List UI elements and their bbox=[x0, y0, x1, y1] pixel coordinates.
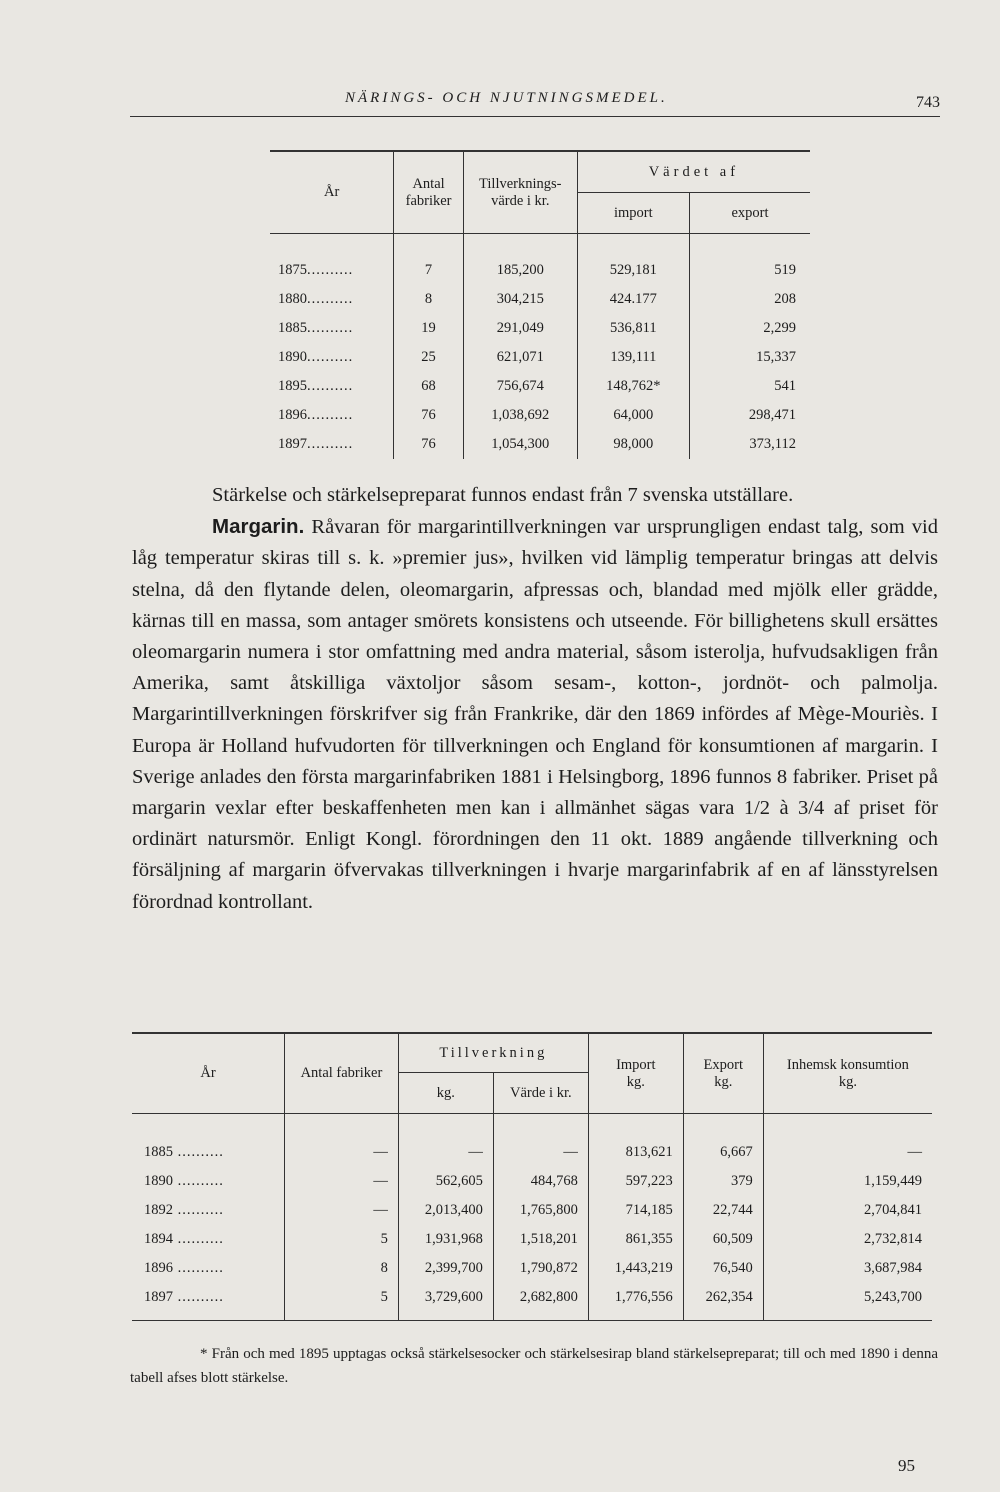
table-row bbox=[132, 1196, 932, 1225]
table-row bbox=[270, 430, 810, 459]
year-value: 1892 bbox=[144, 1202, 173, 1218]
kg-cell: 3,729,600 bbox=[398, 1283, 493, 1321]
year-cell bbox=[132, 1283, 285, 1321]
consumption-cell: 1,159,449 bbox=[864, 1173, 922, 1189]
t2-header-value: Värde i kr. bbox=[493, 1073, 588, 1114]
factories-cell: 5 bbox=[285, 1283, 399, 1321]
export-cell: 519 bbox=[774, 262, 796, 278]
import-cell: 714,185 bbox=[588, 1196, 683, 1225]
year-value: 1895 bbox=[278, 378, 307, 394]
t2-header-kg: kg. bbox=[398, 1073, 493, 1114]
consumption-cell: — bbox=[907, 1144, 922, 1160]
import-cell: 139,111 bbox=[577, 343, 689, 372]
export-cell: 60,509 bbox=[683, 1225, 763, 1254]
sheet-number: 95 bbox=[898, 1456, 915, 1475]
t2-export-unit: kg. bbox=[714, 1073, 733, 1090]
import-cell: 536,811 bbox=[577, 314, 689, 343]
page-header bbox=[130, 86, 940, 117]
margarine-heading: Margarin. bbox=[212, 515, 305, 539]
year-value: 1875 bbox=[278, 262, 307, 278]
consumption-cell: 2,732,814 bbox=[864, 1231, 922, 1247]
export-cell: 379 bbox=[683, 1167, 763, 1196]
value-cell: 1,054,300 bbox=[463, 430, 577, 459]
t2-header-year: År bbox=[132, 1033, 285, 1114]
factories-cell: — bbox=[285, 1196, 399, 1225]
table-row bbox=[132, 1225, 932, 1254]
value-cell: 2,682,800 bbox=[493, 1283, 588, 1321]
factories-cell: 7 bbox=[394, 234, 463, 286]
factories-cell: 5 bbox=[285, 1225, 399, 1254]
leader-dots: .......... bbox=[307, 349, 354, 365]
export-cell: 76,540 bbox=[683, 1254, 763, 1283]
leader-dots: .......... bbox=[173, 1144, 224, 1160]
export-cell: 298,471 bbox=[748, 407, 796, 423]
paragraph-margarine bbox=[132, 511, 938, 918]
paragraph-starch: Stärkelse och stärkelsepreparat funnos endast från 7 svenska utställare. bbox=[212, 484, 794, 506]
kg-cell: 1,931,968 bbox=[398, 1225, 493, 1254]
page-number: 743 bbox=[916, 94, 940, 111]
running-title: NÄRINGS- OCH NJUTNINGSMEDEL. bbox=[345, 90, 668, 106]
leader-dots: .......... bbox=[307, 320, 354, 336]
year-value: 1885 bbox=[278, 320, 307, 336]
t1-header-export: export bbox=[689, 193, 810, 234]
table-row bbox=[270, 234, 810, 286]
table-row bbox=[270, 314, 810, 343]
t2-import-unit: kg. bbox=[626, 1073, 645, 1090]
value-cell: 756,674 bbox=[463, 372, 577, 401]
export-cell: 208 bbox=[774, 291, 796, 307]
value-cell: 291,049 bbox=[463, 314, 577, 343]
fraction-half: 1/2 bbox=[743, 797, 771, 820]
import-cell: 529,181 bbox=[577, 234, 689, 286]
export-cell: 15,337 bbox=[756, 349, 796, 365]
factories-cell: 25 bbox=[394, 343, 463, 372]
leader-dots: .......... bbox=[173, 1260, 224, 1276]
t1-header-import: import bbox=[577, 193, 689, 234]
import-cell: 1,776,556 bbox=[588, 1283, 683, 1321]
year-cell bbox=[132, 1114, 285, 1168]
year-cell bbox=[132, 1196, 285, 1225]
import-cell: 424.177 bbox=[577, 285, 689, 314]
value-cell: 1,765,800 bbox=[493, 1196, 588, 1225]
year-cell bbox=[270, 372, 394, 401]
t2-header-factories: Antal fabriker bbox=[285, 1033, 399, 1114]
margarine-text-c: af priset för ordinärt natursmör. Enligt Kongl. förordningen den 11 okt. 1889 angående tillverkning och försäljning af margarin öfvervakas tillverkningen i hvarje margarinfabrik af en af länsstyrelsen förordnad kontrollant. bbox=[132, 797, 939, 913]
leader-dots: .......... bbox=[173, 1231, 224, 1247]
factories-cell: — bbox=[285, 1167, 399, 1196]
year-value: 1894 bbox=[144, 1231, 173, 1247]
factories-cell: 76 bbox=[394, 401, 463, 430]
footnote bbox=[130, 1342, 938, 1390]
year-value: 1896 bbox=[278, 407, 307, 423]
leader-dots: .......... bbox=[307, 436, 354, 452]
year-value: 1897 bbox=[144, 1289, 173, 1305]
margarine-text-a: Råvaran för margarintillverkningen var ursprungligen endast talg, som vid låg temperatur skiras till s. k. »premier jus», hvilken vid lämplig temperatur bringas att delvis stelna, då den flytande delen, oleomargarin, afpressas och, blandad med mjölk eller grädde, kärnas till en massa, som antager smörets konsistens och utseende. För billighetens skull ersättes oleomargarin numera i stor omfattning med andra material, såsom isterolja, hufvudsakligen från Amerika, samt åtskilliga växtoljor såsom sesam-, kotton-, jordnöt- och palmolja. Margarintillverkningen förskrifver sig från Frankrike, där den 1869 infördes af Mège-Mouriès. I Europa är Holland hufvudorten för tillverkningen och England för konsumtionen af margarin. I Sverige anlades den första margarinfabriken 1881 i Helsingborg, 1896 funnos 8 fabriker. Priset på margarin vexlar efter beskaffenheten men kan i allmänhet sägas vara bbox=[132, 516, 938, 820]
value-cell: 185,200 bbox=[463, 234, 577, 286]
value-cell: 1,790,872 bbox=[493, 1254, 588, 1283]
import-cell: 98,000 bbox=[577, 430, 689, 459]
consumption-cell: 2,704,841 bbox=[864, 1202, 922, 1218]
factories-cell: 19 bbox=[394, 314, 463, 343]
table-row bbox=[132, 1254, 932, 1283]
value-cell: 1,038,692 bbox=[463, 401, 577, 430]
export-cell: 6,667 bbox=[683, 1114, 763, 1168]
year-cell bbox=[132, 1225, 285, 1254]
leader-dots: .......... bbox=[307, 291, 354, 307]
leader-dots: .......... bbox=[173, 1289, 224, 1305]
leader-dots: .......... bbox=[173, 1202, 224, 1218]
leader-dots: .......... bbox=[307, 407, 354, 423]
export-cell: 22,744 bbox=[683, 1196, 763, 1225]
year-value: 1897 bbox=[278, 436, 307, 452]
export-cell: 2,299 bbox=[763, 320, 796, 336]
year-cell bbox=[270, 343, 394, 372]
t2-export-label: Export bbox=[703, 1056, 744, 1073]
kg-cell: 562,605 bbox=[398, 1167, 493, 1196]
consumption-cell: 5,243,700 bbox=[763, 1283, 932, 1321]
t2-header-import bbox=[588, 1033, 683, 1114]
body-text bbox=[132, 480, 938, 918]
fraction-three-quarters: 3/4 bbox=[798, 797, 825, 820]
factories-cell: 68 bbox=[394, 372, 463, 401]
year-value: 1890 bbox=[144, 1173, 173, 1189]
year-cell bbox=[270, 314, 394, 343]
year-value: 1890 bbox=[278, 349, 307, 365]
margarine-text-b: à bbox=[770, 797, 799, 820]
import-cell: 813,621 bbox=[588, 1114, 683, 1168]
t1-header-production-value: Tillverknings-värde i kr. bbox=[463, 151, 577, 234]
table-row bbox=[132, 1114, 932, 1168]
import-cell: 64,000 bbox=[577, 401, 689, 430]
footnote-text: * Från och med 1895 upptagas också stärkelsesocker och stärkelsesirap bland stärkelsepreparat; till och med 1890 i denna tabell afses blott stärkelse. bbox=[130, 1346, 938, 1386]
value-cell: 484,768 bbox=[493, 1167, 588, 1196]
year-cell bbox=[132, 1167, 285, 1196]
table-row bbox=[270, 401, 810, 430]
factories-cell: 8 bbox=[394, 285, 463, 314]
table-row bbox=[132, 1283, 932, 1321]
year-value: 1885 bbox=[144, 1144, 173, 1160]
table-row bbox=[270, 372, 810, 401]
starch-table bbox=[270, 150, 810, 459]
import-cell: 148,762* bbox=[577, 372, 689, 401]
margarine-table bbox=[132, 1032, 932, 1321]
year-value: 1880 bbox=[278, 291, 307, 307]
year-cell bbox=[132, 1254, 285, 1283]
value-cell: 1,518,201 bbox=[493, 1225, 588, 1254]
t2-header-consumption bbox=[763, 1033, 932, 1114]
export-cell: 541 bbox=[774, 378, 796, 394]
year-cell bbox=[270, 401, 394, 430]
year-cell bbox=[270, 430, 394, 459]
table-row bbox=[270, 343, 810, 372]
export-cell: 262,354 bbox=[683, 1283, 763, 1321]
t2-consumption-unit: kg. bbox=[838, 1073, 857, 1090]
t1-header-value-group: Värdet af bbox=[577, 151, 810, 193]
year-cell bbox=[270, 285, 394, 314]
table-row bbox=[270, 285, 810, 314]
kg-cell: 2,013,400 bbox=[398, 1196, 493, 1225]
value-cell: 621,071 bbox=[463, 343, 577, 372]
import-cell: 597,223 bbox=[588, 1167, 683, 1196]
leader-dots: .......... bbox=[307, 262, 354, 278]
t1-header-factories: Antal fabriker bbox=[394, 151, 463, 234]
t2-header-export bbox=[683, 1033, 763, 1114]
consumption-cell: 3,687,984 bbox=[864, 1260, 922, 1276]
t2-consumption-label: Inhemsk konsumtion bbox=[786, 1056, 909, 1073]
leader-dots: .......... bbox=[307, 378, 354, 394]
t2-import-label: Import bbox=[616, 1056, 656, 1073]
value-cell: — bbox=[493, 1114, 588, 1168]
value-cell: 304,215 bbox=[463, 285, 577, 314]
leader-dots: .......... bbox=[173, 1173, 224, 1189]
import-cell: 861,355 bbox=[588, 1225, 683, 1254]
t2-header-production-group: Tillverkning bbox=[398, 1033, 588, 1073]
import-cell: 1,443,219 bbox=[588, 1254, 683, 1283]
factories-cell: 8 bbox=[285, 1254, 399, 1283]
factories-cell: 76 bbox=[394, 430, 463, 459]
year-cell bbox=[270, 234, 394, 286]
year-value: 1896 bbox=[144, 1260, 173, 1276]
table-row bbox=[132, 1167, 932, 1196]
t1-header-year: År bbox=[270, 151, 394, 234]
kg-cell: 2,399,700 bbox=[398, 1254, 493, 1283]
kg-cell: — bbox=[398, 1114, 493, 1168]
factories-cell: — bbox=[285, 1114, 399, 1168]
export-cell: 373,112 bbox=[749, 436, 796, 452]
